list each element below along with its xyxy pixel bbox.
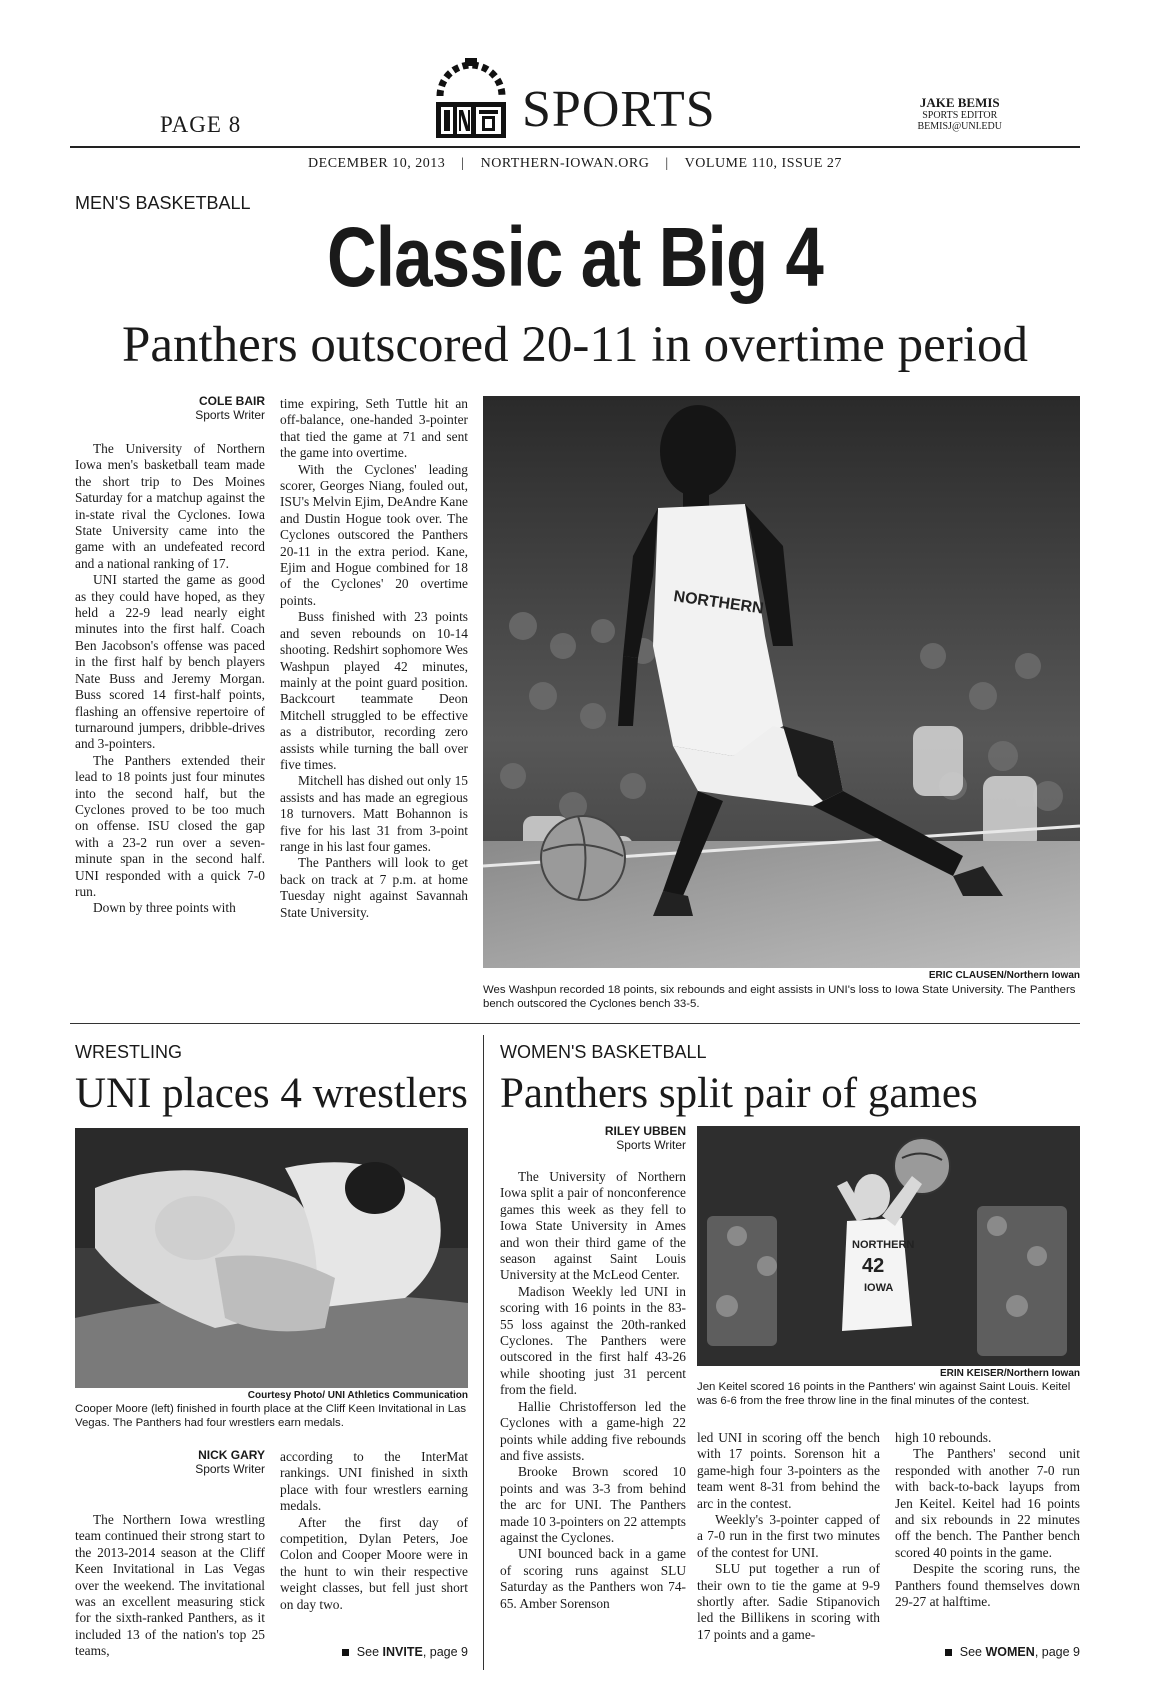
paragraph: After the first day of competition, Dylan Peters, Joe Colon and Cooper Moore were in the hunt to win their respective weight classes, but fell just short on day two.: [280, 1514, 468, 1612]
womens-jump-link[interactable]: [895, 1645, 1080, 1659]
section-label-womens-basketball: WOMEN'S BASKETBALL: [500, 1042, 707, 1062]
website[interactable]: NORTHERN-IOWAN.ORG: [480, 156, 650, 171]
jersey-line-1: NORTHERN: [852, 1239, 915, 1251]
jump-prefix: See: [356, 1645, 380, 1659]
wrestling-photo: [75, 1128, 468, 1388]
jersey-line-2: IOWA: [864, 1282, 894, 1294]
wrestling-headline: UNI places 4 wrestlers: [75, 1070, 468, 1117]
basketball-player-photo: [483, 396, 1080, 968]
womens-photo-credit: ERIN KEISER/Northern Iowan: [939, 1368, 1080, 1379]
womens-basketball-photo: [697, 1126, 1080, 1366]
lead-headline: Classic at Big 4: [326, 210, 824, 304]
editor-name: JAKE BEMIS: [919, 95, 1000, 110]
lead-column-2: [280, 396, 468, 921]
byline-role: Sports Writer: [616, 1137, 686, 1152]
paragraph: The University of Northern Iowa men's basketball team made the short trip to Des Moines Saturday for a matchup against the in-state rival the Cyclones. Iowa State University came into the game with an undefeated record and a national ranking of 17.: [75, 441, 265, 571]
section-label-wrestling: WRESTLING: [75, 1042, 183, 1062]
lead-byline: [75, 395, 265, 423]
paragraph: Buss finished with 23 points and seven rebounds on 10-14 shooting. Redshirt sophomore Wes Washpun played 42 minutes, mainly at the point guard position. Backcourt teammate Deon Mitchell struggled to be effective as a distributor, recording zero assists while turning the ball over five times.: [280, 609, 468, 772]
lead-subhead: Panthers outscored 20-11 in overtime period: [122, 317, 1028, 373]
paragraph: With the Cyclones' leading scorer, Georges Niang, fouled out, ISU's Melvin Ejim, DeAndre Kane and Dustin Hogue took over. The Cyclones outscored the Panthers 20-11 in the extra period. Kane, Ejim and Hogue combined for 18 of the Cyclones' 20 overtime points.: [280, 461, 468, 608]
jersey-text: NORTHERN: [672, 588, 765, 618]
dateline: [70, 156, 1080, 172]
paragraph: according to the InterMat rankings. UNI finished in sixth place with four wrestlers earning medals.: [280, 1449, 468, 1514]
uni-logo: [432, 52, 510, 140]
byline-name: COLE BAIR: [199, 394, 265, 408]
paragraph: Despite the scoring runs, the Panthers found themselves down 29-27 at halftime.: [895, 1561, 1080, 1610]
jump-page: , page 9: [1034, 1645, 1080, 1659]
wrestling-photo-credit: Courtesy Photo/ UNI Athletics Communication: [247, 1390, 468, 1401]
womens-column-3: [895, 1430, 1080, 1610]
byline-name: RILEY UBBEN: [604, 1124, 686, 1138]
byline-name: NICK GARY: [198, 1448, 265, 1462]
paragraph: The Panthers extended their lead to 18 points just four minutes into the second half, but the Cyclones proved to be too much on offense. ISU closed the gap with a 23-2 run over a seven-minute span in the second half. UNI responded with a quick 7-0 run.: [75, 752, 265, 899]
paragraph: UNI started the game as good as they could have hoped, as they held a 22-9 lead nearly eight minutes into the first half. Coach Ben Jacobson's offense was paced in the first half by bench players Nate Buss and Jeremy Morgan. Buss scored 14 first-half points, flashing an offensive repertoire of turnaround jumpers, dribble-drives and 3-pointers.: [75, 572, 265, 752]
jump-prefix: See: [959, 1645, 983, 1659]
page-number: PAGE 8: [160, 112, 242, 137]
wrestling-column-1: [75, 1512, 265, 1660]
editor-role: SPORTS EDITOR: [922, 110, 998, 122]
paragraph: high 10 rebounds.: [895, 1430, 992, 1445]
jersey-number: 42: [862, 1255, 885, 1277]
lead-photo: [483, 396, 1080, 968]
byline-role: Sports Writer: [195, 407, 265, 422]
lead-column-1: [75, 441, 265, 917]
paragraph: UNI bounced back in a game of scoring runs against SLU Saturday as the Panthers won 74-65. Amber Sorenson: [500, 1546, 686, 1611]
paragraph: The University of Northern Iowa split a pair of nonconference games this week as they fell to Iowa State University in Ames and won their third game of the season against Saint Louis University at the McLeod Center.: [500, 1169, 686, 1283]
editor-info: [918, 96, 1003, 132]
volume-issue: VOLUME 110, ISSUE 27: [684, 156, 842, 171]
wrestling-jump-link[interactable]: [280, 1645, 468, 1659]
section-divider: [70, 1023, 1080, 1024]
paragraph: Mitchell has dished out only 15 assists and has made an egregious 18 turnovers. Matt Bohannon is five for his last 31 from 3-point range in his last four games.: [280, 773, 468, 854]
paragraph: The Panthers will look to get back on track at 7 p.m. at home Tuesday night against Savannah State University.: [280, 855, 468, 920]
paragraph: Down by three points with: [93, 900, 236, 916]
jump-page: , page 9: [422, 1645, 468, 1659]
jump-keyword: WOMEN: [985, 1645, 1035, 1659]
editor-email[interactable]: BEMISJ@UNI.EDU: [917, 121, 1002, 133]
issue-date: DECEMBER 10, 2013: [308, 156, 446, 171]
womens-photo-caption: Jen Keitel scored 16 points in the Panthers' win against Saint Louis. Keitel was 6-6 from the free throw line in the final minutes of the contest.: [697, 1381, 1071, 1407]
masthead-rule: [70, 146, 1080, 148]
paragraph: Weekly's 3-pointer capped of a 7-0 run in the first two minutes of the contest for UNI.: [697, 1512, 880, 1560]
bullet-square-icon: [945, 1649, 952, 1656]
lead-photo-caption: Wes Washpun recorded 18 points, six rebounds and eight assists in UNI's loss to Iowa State University. The Panthers bench outscored the Cyclones bench 33-5.: [483, 984, 1076, 1010]
section-title: SPORTS: [522, 81, 716, 138]
lead-photo-credit: ERIC CLAUSEN/Northern Iowan: [928, 970, 1080, 981]
womens-column-2: [697, 1430, 880, 1643]
paragraph: The Northern Iowa wrestling team continued their strong start to the 2013-2014 season at the Cliff Keen Invitational in Las Vegas over the weekend. The invitational was an excellent measuring stick for the sixth-ranked Panthers, as it included 13 of the nation's top 25 teams,: [75, 1512, 265, 1659]
jump-keyword: INVITE: [382, 1645, 423, 1659]
byline-role: Sports Writer: [195, 1461, 265, 1476]
wrestling-byline: [75, 1449, 265, 1477]
paragraph: SLU put together a run of their own to tie the game at 9-9 shortly after. Sadie Stipanovich led the Billikens in scoring with 17 points and a game-: [697, 1561, 880, 1642]
wrestlers-photo: [75, 1128, 468, 1388]
paragraph: Madison Weekly led UNI in scoring with 16 points in the 83-55 loss against the 20th-ranked Cyclones. The Panthers were outscored in the first half 43-26 while shooting just 31 percent from the field.: [500, 1283, 686, 1398]
column-divider: [483, 1035, 484, 1670]
section-label-mens-basketball: MEN'S BASKETBALL: [75, 193, 251, 213]
womens-photo: [697, 1126, 1080, 1366]
paragraph: led UNI in scoring off the bench with 17 points. Sorenson hit a game-high four 3-pointers as the team went 8-31 from behind the arc in the contest.: [697, 1430, 880, 1511]
dateline-separator: |: [665, 156, 669, 171]
wrestling-column-2: [280, 1449, 468, 1613]
paragraph: Brooke Brown scored 10 points and was 3-3 from behind the arc for UNI. The Panthers made 10 3-pointers on 22 attempts against the Cyclones.: [500, 1464, 686, 1545]
paragraph: The Panthers' second unit responded with another 7-0 run with back-to-back layups from Jen Keitel. Keitel had 16 points and six rebounds in 22 minutes off the bench. The Panther bench scored 40 points in the game.: [895, 1446, 1080, 1560]
paragraph: time expiring, Seth Tuttle hit an off-balance, one-handed 3-pointer that tied the game at 71 and sent the game into overtime.: [280, 396, 468, 461]
womens-byline: [500, 1125, 686, 1153]
womens-headline: Panthers split pair of games: [500, 1070, 978, 1117]
womens-column-1: [500, 1169, 686, 1612]
bullet-square-icon: [342, 1649, 349, 1656]
dateline-separator: |: [461, 156, 465, 171]
paragraph: Hallie Christofferson led the Cyclones with a game-high 22 points while adding five rebounds and five assists.: [500, 1398, 686, 1463]
wrestling-photo-caption: Cooper Moore (left) finished in fourth place at the Cliff Keen Invitational in Las Vegas. The Panthers had four wrestlers earn medals.: [75, 1403, 467, 1429]
